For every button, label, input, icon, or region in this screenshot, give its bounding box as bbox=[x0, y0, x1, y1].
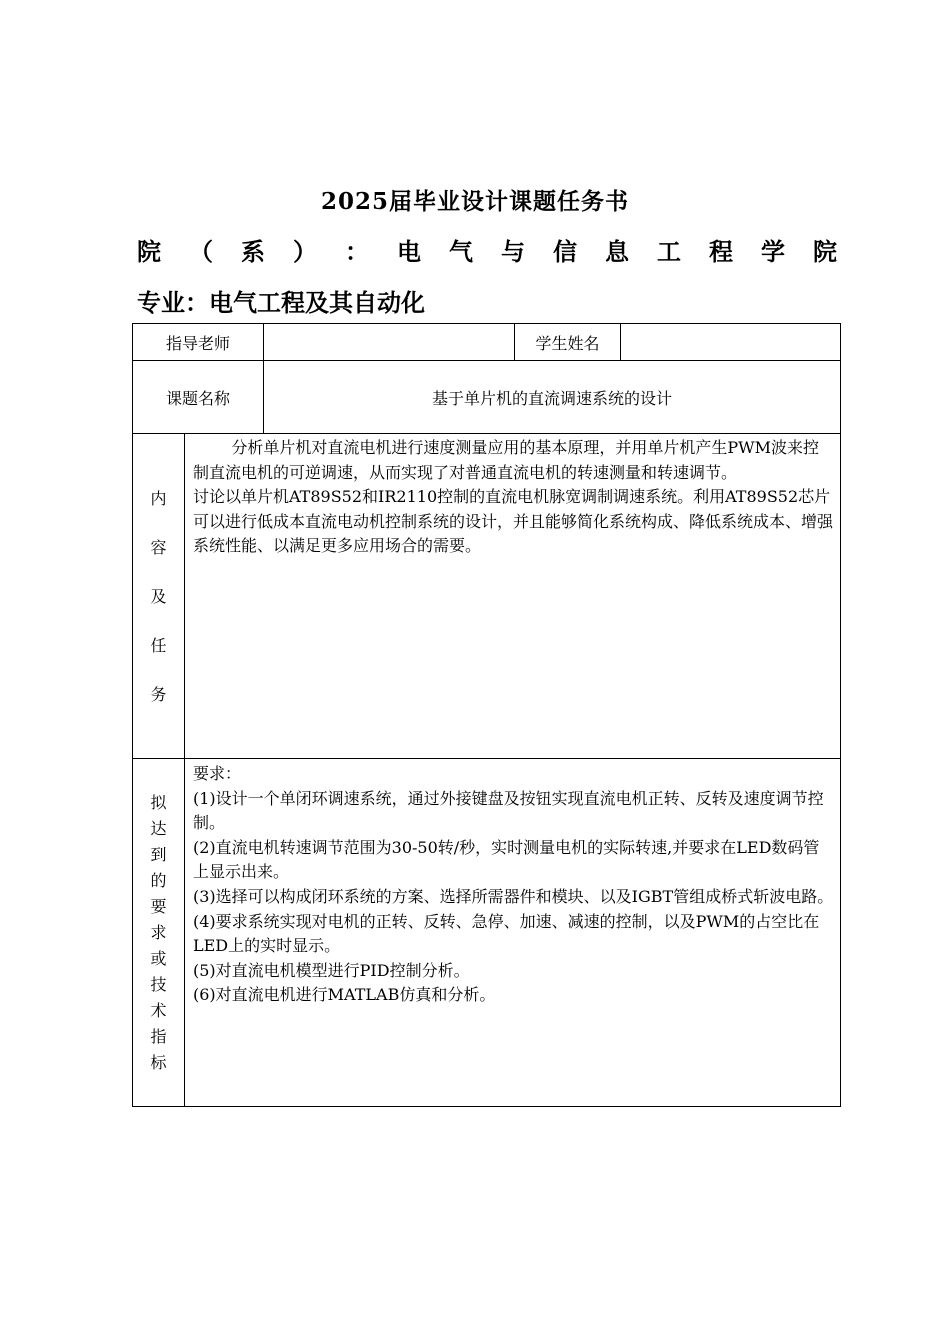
content-label-char: 务 bbox=[150, 684, 167, 704]
requirements-heading: 要求： bbox=[193, 764, 242, 783]
dept-char: 学 bbox=[761, 237, 785, 266]
dept-char: 息 bbox=[605, 237, 629, 266]
topic-value: 基于单片机的直流调速系统的设计 bbox=[264, 361, 841, 434]
content-label-char: 内 bbox=[150, 488, 167, 508]
content-label-char: 及 bbox=[150, 586, 167, 606]
requirements-label-char: 或 bbox=[150, 948, 167, 968]
requirement-item: (2)直流电机转速调节范围为30-50转/秒，实时测量电机的实际转速,并要求在LED数码管上显示出来。 bbox=[193, 837, 820, 882]
advisor-row bbox=[133, 324, 841, 361]
requirement-item: (4)要求系统实现对电机的正转、反转、急停、加速、减速的控制，以及PWM的占空比在LED上的实时显示。 bbox=[193, 911, 820, 956]
requirements-label-char: 拟 bbox=[150, 792, 167, 812]
topic-label: 课题名称 bbox=[133, 361, 264, 434]
content-label-char: 容 bbox=[150, 537, 167, 557]
requirements-label-char: 求 bbox=[150, 922, 167, 942]
dept-char: 气 bbox=[449, 237, 473, 266]
requirements-row bbox=[133, 759, 841, 1107]
content-label-char: 任 bbox=[150, 635, 167, 655]
dept-char: 电 bbox=[397, 237, 421, 266]
requirements-label-char: 达 bbox=[150, 818, 167, 838]
document-title: 2025届毕业设计课题任务书 bbox=[320, 188, 629, 215]
requirements-text bbox=[185, 759, 841, 1107]
dept-char: 系 bbox=[241, 237, 265, 266]
content-paragraph: 讨论以单片机AT89S52和IR2110控制的直流电机脉宽调制调速系统。利用AT89S52芯片可以进行低成本直流电动机控制系统的设计，并且能够简化系统构成、降低系统成本、增强系统性能、以满足更多应用场合的需要。 bbox=[193, 487, 834, 556]
dept-char: 与 bbox=[501, 237, 525, 266]
dept-char: 信 bbox=[553, 237, 577, 266]
requirements-label bbox=[133, 759, 185, 1107]
task-table bbox=[132, 323, 841, 1107]
dept-char: ） bbox=[293, 237, 317, 266]
requirements-label-char: 要 bbox=[150, 896, 167, 916]
requirements-label-char: 标 bbox=[150, 1052, 167, 1072]
dept-char: 院 bbox=[137, 237, 161, 266]
content-paragraph: 分析单片机对直流电机进行速度测量应用的基本原理，并用单片机产生PWM波来控制直流电机的可逆调速，从而实现了对普通直流电机的转速测量和转速调节。 bbox=[193, 438, 819, 482]
content-text bbox=[185, 434, 841, 759]
requirement-item: (1)设计一个单闭环调速系统，通过外接键盘及按钮实现直流电机正转、反转及速度调节控制。 bbox=[193, 788, 824, 833]
advisor-value-field[interactable] bbox=[264, 324, 515, 361]
requirements-label-char: 术 bbox=[150, 1000, 167, 1020]
dept-char: （ bbox=[189, 237, 213, 266]
topic-row bbox=[133, 361, 841, 434]
department-line bbox=[137, 232, 837, 267]
requirements-label-char: 指 bbox=[150, 1026, 167, 1046]
advisor-label: 指导老师 bbox=[133, 324, 264, 361]
dept-char: 院 bbox=[813, 237, 837, 266]
student-value-field[interactable] bbox=[621, 324, 841, 361]
requirements-label-char: 技 bbox=[150, 974, 167, 994]
content-row bbox=[133, 434, 841, 759]
dept-char: 程 bbox=[709, 237, 733, 266]
requirements-label-char: 到 bbox=[150, 844, 167, 864]
requirements-label-char: 的 bbox=[150, 870, 167, 890]
content-label bbox=[133, 434, 185, 759]
major-line: 专业：电气工程及其自动化 bbox=[137, 288, 425, 317]
dept-char: ： bbox=[345, 237, 369, 266]
dept-char: 工 bbox=[657, 237, 681, 266]
student-label: 学生姓名 bbox=[515, 324, 621, 361]
requirement-item: (5)对直流电机模型进行PID控制分析。 bbox=[193, 960, 470, 980]
requirement-item: (6)对直流电机进行MATLAB仿真和分析。 bbox=[193, 985, 496, 1005]
requirement-item: (3)选择可以构成闭环系统的方案、选择所需器件和模块、以及IGBT管组成桥式斩波电路。 bbox=[193, 886, 834, 906]
